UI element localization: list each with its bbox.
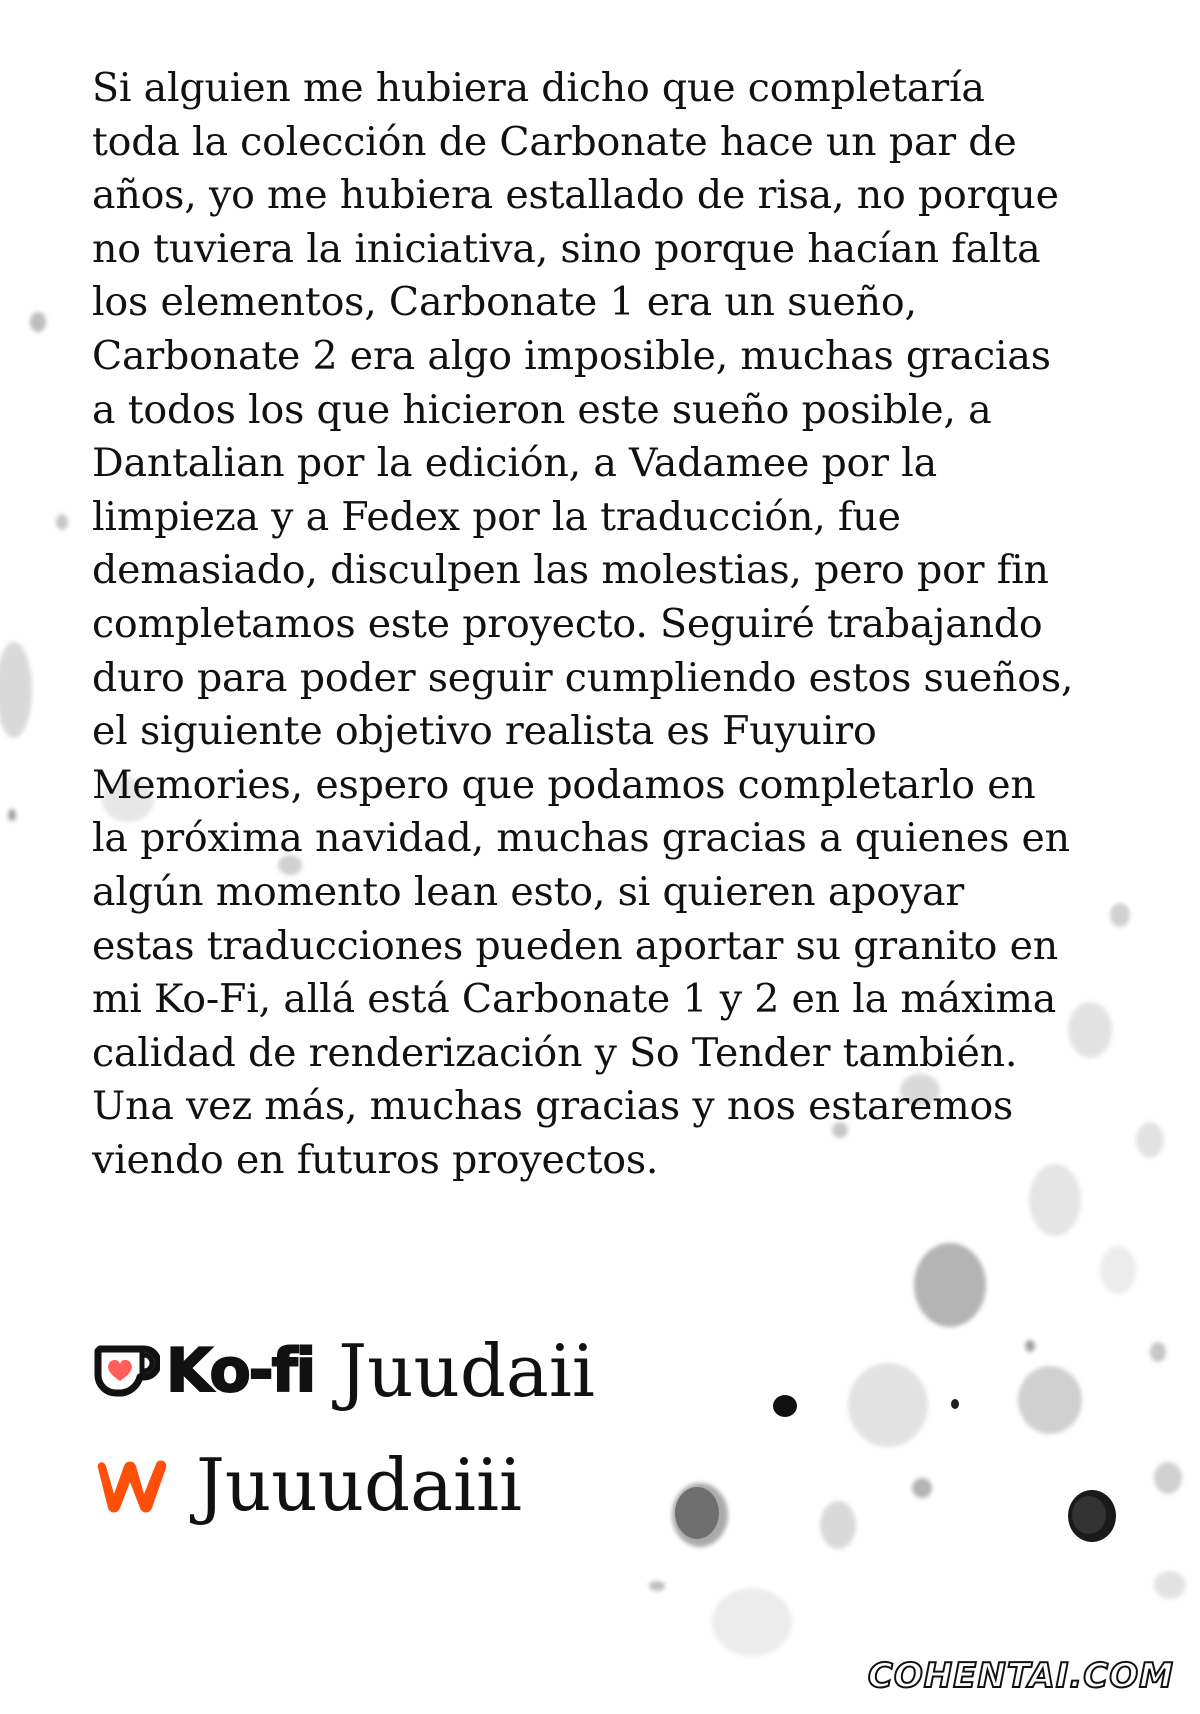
letter-line: completamos este proyecto. Seguiré trabajando xyxy=(92,600,1043,647)
letter-line: algún momento lean esto, si quieren apoyar xyxy=(92,868,964,915)
letter-line: Una vez más, muchas gracias y nos estaremos xyxy=(92,1083,1014,1130)
letter-line: a todos los que hicieron este sueño posible, a xyxy=(92,386,992,433)
letter-line: el siguiente objetivo realista es Fuyuiro xyxy=(92,708,877,755)
letter-body-text xyxy=(92,62,1122,1187)
letter-line: no tuviera la iniciativa, sino porque hacían falta xyxy=(92,225,1041,272)
kofi-brand-text: Ko-fi xyxy=(166,1336,315,1406)
letter-line: calidad de renderización y So Tender también. xyxy=(92,1029,1018,1076)
kofi-username[interactable]: Juudaii xyxy=(338,1329,595,1413)
wattpad-w-icon xyxy=(94,1454,178,1516)
letter-line: Memories, espero que podamos completarlo en xyxy=(92,761,1036,808)
letter-line: estas traducciones pueden aportar su granito en xyxy=(92,922,1059,969)
letter-line: años, yo me hubiera estallado de risa, no porque xyxy=(92,172,1059,219)
wattpad-handle-row xyxy=(94,1440,522,1530)
letter-line: demasiado, disculpen las molestias, pero por fin xyxy=(92,547,1049,594)
letter-line: Dantalian por la edición, a Vadamee por la xyxy=(92,440,937,487)
letter-line: los elementos, Carbonate 1 era un sueño, xyxy=(92,279,917,326)
letter-line: Si alguien me hubiera dicho que completaría xyxy=(92,65,985,111)
wattpad-username[interactable]: Juuudaiii xyxy=(196,1443,523,1527)
letter-line: mi Ko-Fi, allá está Carbonate 1 y 2 en la máxima xyxy=(92,976,1057,1023)
letter-line: toda la colección de Carbonate hace un par de xyxy=(92,118,1017,165)
letter-line: la próxima navidad, muchas gracias a quienes en xyxy=(92,815,1070,862)
letter-line: viendo en futuros proyectos. xyxy=(92,1136,659,1183)
letter-line: limpieza y a Fedex por la traducción, fue xyxy=(92,493,901,540)
letter-line: duro para poder seguir cumpliendo estos sueños, xyxy=(92,654,1074,701)
letter-line: Carbonate 2 era algo imposible, muchas gracias xyxy=(92,332,1051,379)
kofi-logo xyxy=(94,1326,314,1416)
site-watermark: COHENTAI.COM xyxy=(867,1656,1174,1696)
thank-you-letter xyxy=(92,62,1122,1187)
kofi-cup-icon xyxy=(94,1343,160,1399)
kofi-handle-row xyxy=(94,1326,595,1416)
